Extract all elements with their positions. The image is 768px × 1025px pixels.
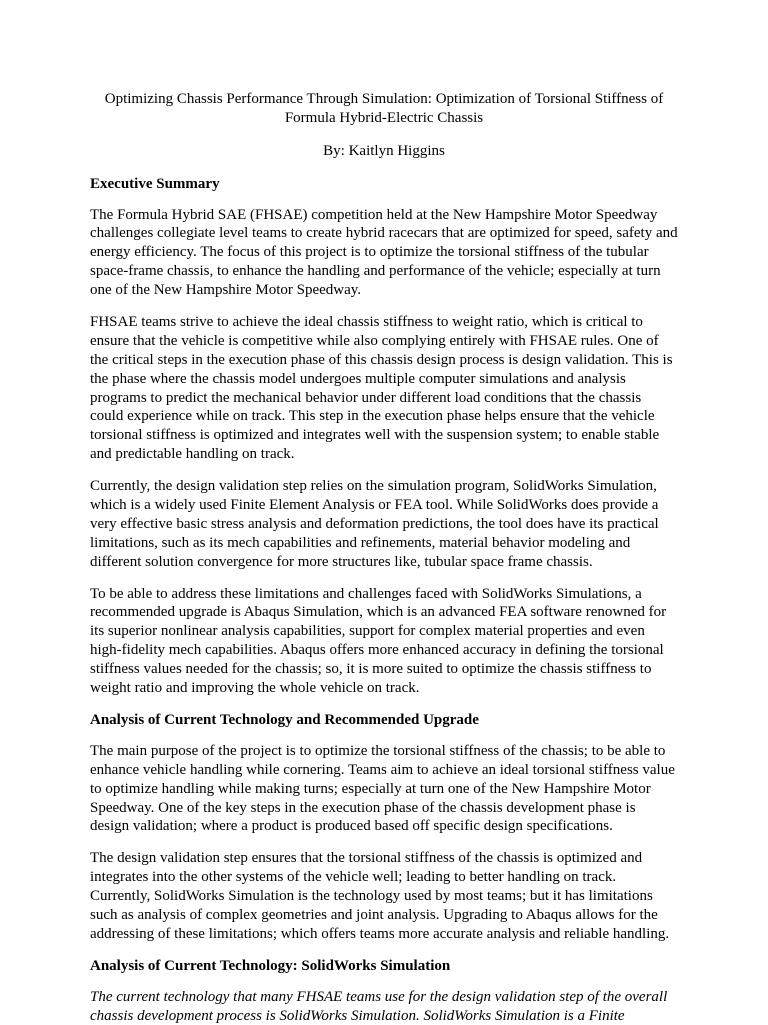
section-heading-executive-summary: Executive Summary — [90, 175, 220, 192]
paragraph-italic: The current technology that many FHSAE teams use for the design validation step of the overall chassis development process is SolidWorks Simulation. SolidWorks Simulation is a Finite — [90, 988, 668, 1024]
paragraph: The main purpose of the project is to optimize the torsional stiffness of the chassis; to be able to enhance vehicle handling while cornering. Teams aim to achieve an ideal torsional stiffness value to optimize handling while making turns; especially at turn one of the New Hampshire Motor Speedway. One of the key steps in the execution phase of the chassis development phase is design validation; where a product is produced based off specific design specifications. — [90, 742, 675, 835]
section-heading-analysis-solidworks: Analysis of Current Technology: SolidWorks Simulation — [90, 957, 451, 974]
paragraph: To be able to address these limitations and challenges faced with SolidWorks Simulations, a recommended upgrade is Abaqus Simulation, which is an advanced FEA software renowned for its superior nonlinear analysis capabilities, support for complex material properties and even high-fidelity mech capabilities. Abaqus offers more enhanced accuracy in defining the torsional stiffness values needed for the chassis; so, it is more suited to optimize the chassis stiffness to weight ratio and improving the whole vehicle on track. — [90, 585, 667, 697]
paragraph: The Formula Hybrid SAE (FHSAE) competition held at the New Hampshire Motor Speedway challenges collegiate level teams to create hybrid racecars that are optimized for speed, safety and energy efficiency. The focus of this project is to optimize the torsional stiffness of the tubular space-frame chassis, to enhance the handling and performance of the vehicle; especially at turn one of the New Hampshire Motor Speedway. — [90, 206, 678, 299]
paragraph: Currently, the design validation step relies on the simulation program, SolidWorks Simulation, which is a widely used Finite Element Analysis or FEA tool. While SolidWorks does provide a very effective basic stress analysis and deformation predictions, the tool does have its practical limitations, such as its mech capabilities and refinements, material behavior modeling and different solution convergence for more structures like, tubular space frame chassis. — [90, 478, 659, 570]
section-heading-analysis-and-upgrade: Analysis of Current Technology and Recommended Upgrade — [90, 711, 479, 728]
paragraph: The design validation step ensures that the torsional stiffness of the chassis is optimized and integrates into the other systems of the vehicle well; leading to better handling on track. Currently, SolidWorks Simulation is the technology used by most teams; but it has limitations such as analysis of complex geometries and joint analysis. Upgrading to Abaqus allows for the addressing of these limitations; which offers teams more accurate analysis and reliable handling. — [90, 850, 670, 942]
byline: By: Kaitlyn Higgins — [323, 142, 445, 159]
paragraph: FHSAE teams strive to achieve the ideal chassis stiffness to weight ratio, which is critical to ensure that the vehicle is competitive while also complying entirely with FHSAE rules. One of the critical steps in the execution phase of this chassis design process is design validation. This is the phase where the chassis model undergoes multiple computer simulations and analysis programs to predict the mechanical behavior under different load conditions that the chassis could experience while on track. This step in the execution phase helps ensure that the vehicle torsional stiffness is optimized and integrates well with the suspension system; to enable stable and predictable handling on track. — [90, 314, 673, 463]
document-title: Optimizing Chassis Performance Through Simulation: Optimization of Torsional Stiffness of Formula Hybrid-Electric Chassis — [104, 91, 664, 126]
